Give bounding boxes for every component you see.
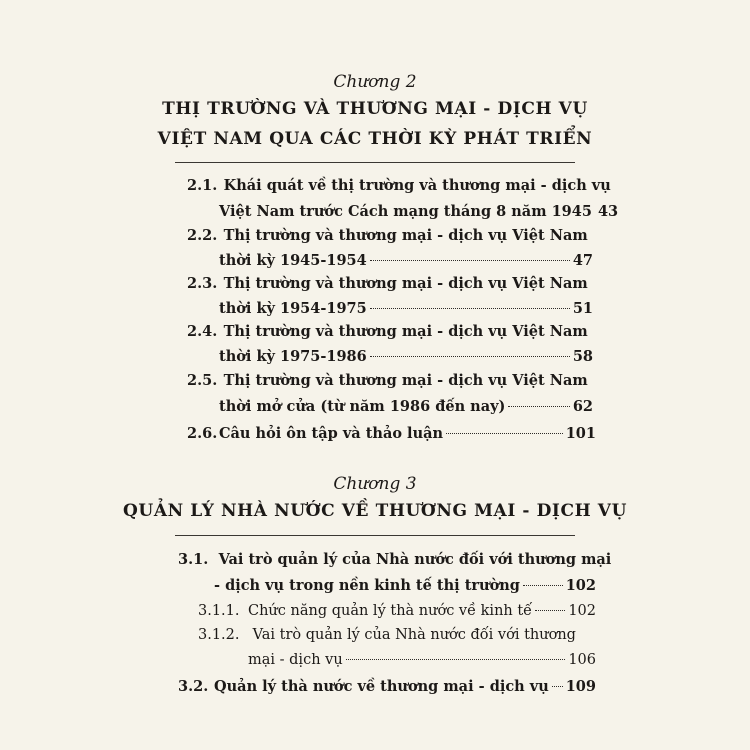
entry-number: 3.1.2.: [198, 627, 240, 643]
entry-title-line-2: thời kỳ 1945-1954: [219, 252, 367, 269]
chapter-2-rule: [175, 162, 575, 163]
dot-leader: [370, 356, 570, 357]
entry-title-line-1: Thị trường và thương mại - dịch vụ Việt Nam: [223, 227, 588, 244]
dot-leader: [552, 686, 563, 687]
entry-number: 2.1.: [187, 177, 218, 194]
entry-title-line-1: Khái quát về thị trường và thương mại - dịch vụ: [223, 177, 611, 194]
entry-number: 2.2.: [187, 227, 218, 244]
entry-page-number: 109: [565, 678, 596, 695]
entry-page-number: 51: [572, 300, 593, 317]
entry-page-number: 101: [565, 425, 596, 442]
chapter-3-label: Chương 3: [333, 474, 417, 494]
dot-leader: [535, 610, 565, 611]
entry-number: 3.2.: [178, 678, 209, 695]
entry-title-line-1: Thị trường và thương mại - dịch vụ Việt Nam: [223, 275, 588, 292]
chapter-2-heading: [0, 72, 750, 152]
entry-title-line-1: Câu hỏi ôn tập và thảo luận: [219, 425, 444, 442]
entry-number: 3.1.: [178, 551, 209, 568]
entry-title-line-1: Thị trường và thương mại - dịch vụ Việt Nam: [223, 323, 588, 340]
entry-number: 2.5.: [187, 372, 218, 389]
entry-title-line-1: Thị trường và thương mại - dịch vụ Việt Nam: [223, 372, 588, 389]
entry-page-number: 102: [565, 577, 596, 594]
entry-title-line-1: Vai trò quản lý của Nhà nước đối với thương: [252, 627, 576, 643]
dot-leader: [370, 260, 570, 261]
entry-title-line-1: Vai trò quản lý của Nhà nước đối với thương mại: [218, 551, 612, 568]
entry-number: 2.3.: [187, 275, 218, 292]
dot-leader: [346, 659, 566, 660]
chapter-3-rule: [175, 535, 575, 536]
entry-title-line-2: - dịch vụ trong nền kinh tế thị trường: [214, 577, 520, 594]
entry-page-number: 47: [572, 252, 593, 269]
entry-title-line-1: Quản lý thà nước về thương mại - dịch vụ: [214, 678, 549, 695]
entry-number: 2.4.: [187, 323, 218, 340]
chapter-3-heading: [0, 474, 750, 524]
chapter-3-title-line-1: QUẢN LÝ NHÀ NƯỚC VỀ THƯƠNG MẠI - DỊCH VỤ: [123, 501, 627, 521]
entry-title-line-2: thời kỳ 1975-1986: [219, 348, 367, 365]
dot-leader: [508, 406, 569, 407]
chapter-2-label: Chương 2: [333, 72, 417, 92]
chapter-2-title-line-1: THỊ TRƯỜNG VÀ THƯƠNG MẠI - DỊCH VỤ: [162, 99, 588, 119]
entry-number: 3.1.1.: [198, 603, 240, 619]
dot-leader: [446, 433, 563, 434]
entry-title-line-2: thời mở cửa (từ năm 1986 đến nay): [219, 398, 506, 415]
entry-page-number: 58: [572, 348, 593, 365]
chapter-2-title-line-2: VIỆT NAM QUA CÁC THỜI KỲ PHÁT TRIỂN: [157, 129, 593, 149]
dot-leader: [370, 308, 570, 309]
entry-title-line-2: thời kỳ 1954-1975: [219, 300, 367, 317]
entry-title-line-2: mại - dịch vụ: [248, 652, 343, 668]
entry-number: 2.6.: [187, 425, 218, 442]
entry-page-number: 62: [572, 398, 593, 415]
dot-leader: [523, 585, 563, 586]
entry-page-number: 102: [568, 603, 596, 619]
entry-page-number: 106: [568, 652, 596, 668]
entry-title-line-1: Chức năng quản lý thà nước về kinh tế: [248, 603, 533, 619]
entry-page-number: 43: [597, 203, 619, 220]
entry-title-line-2: Việt Nam trước Cách mạng tháng 8 năm 1945: [219, 203, 592, 220]
